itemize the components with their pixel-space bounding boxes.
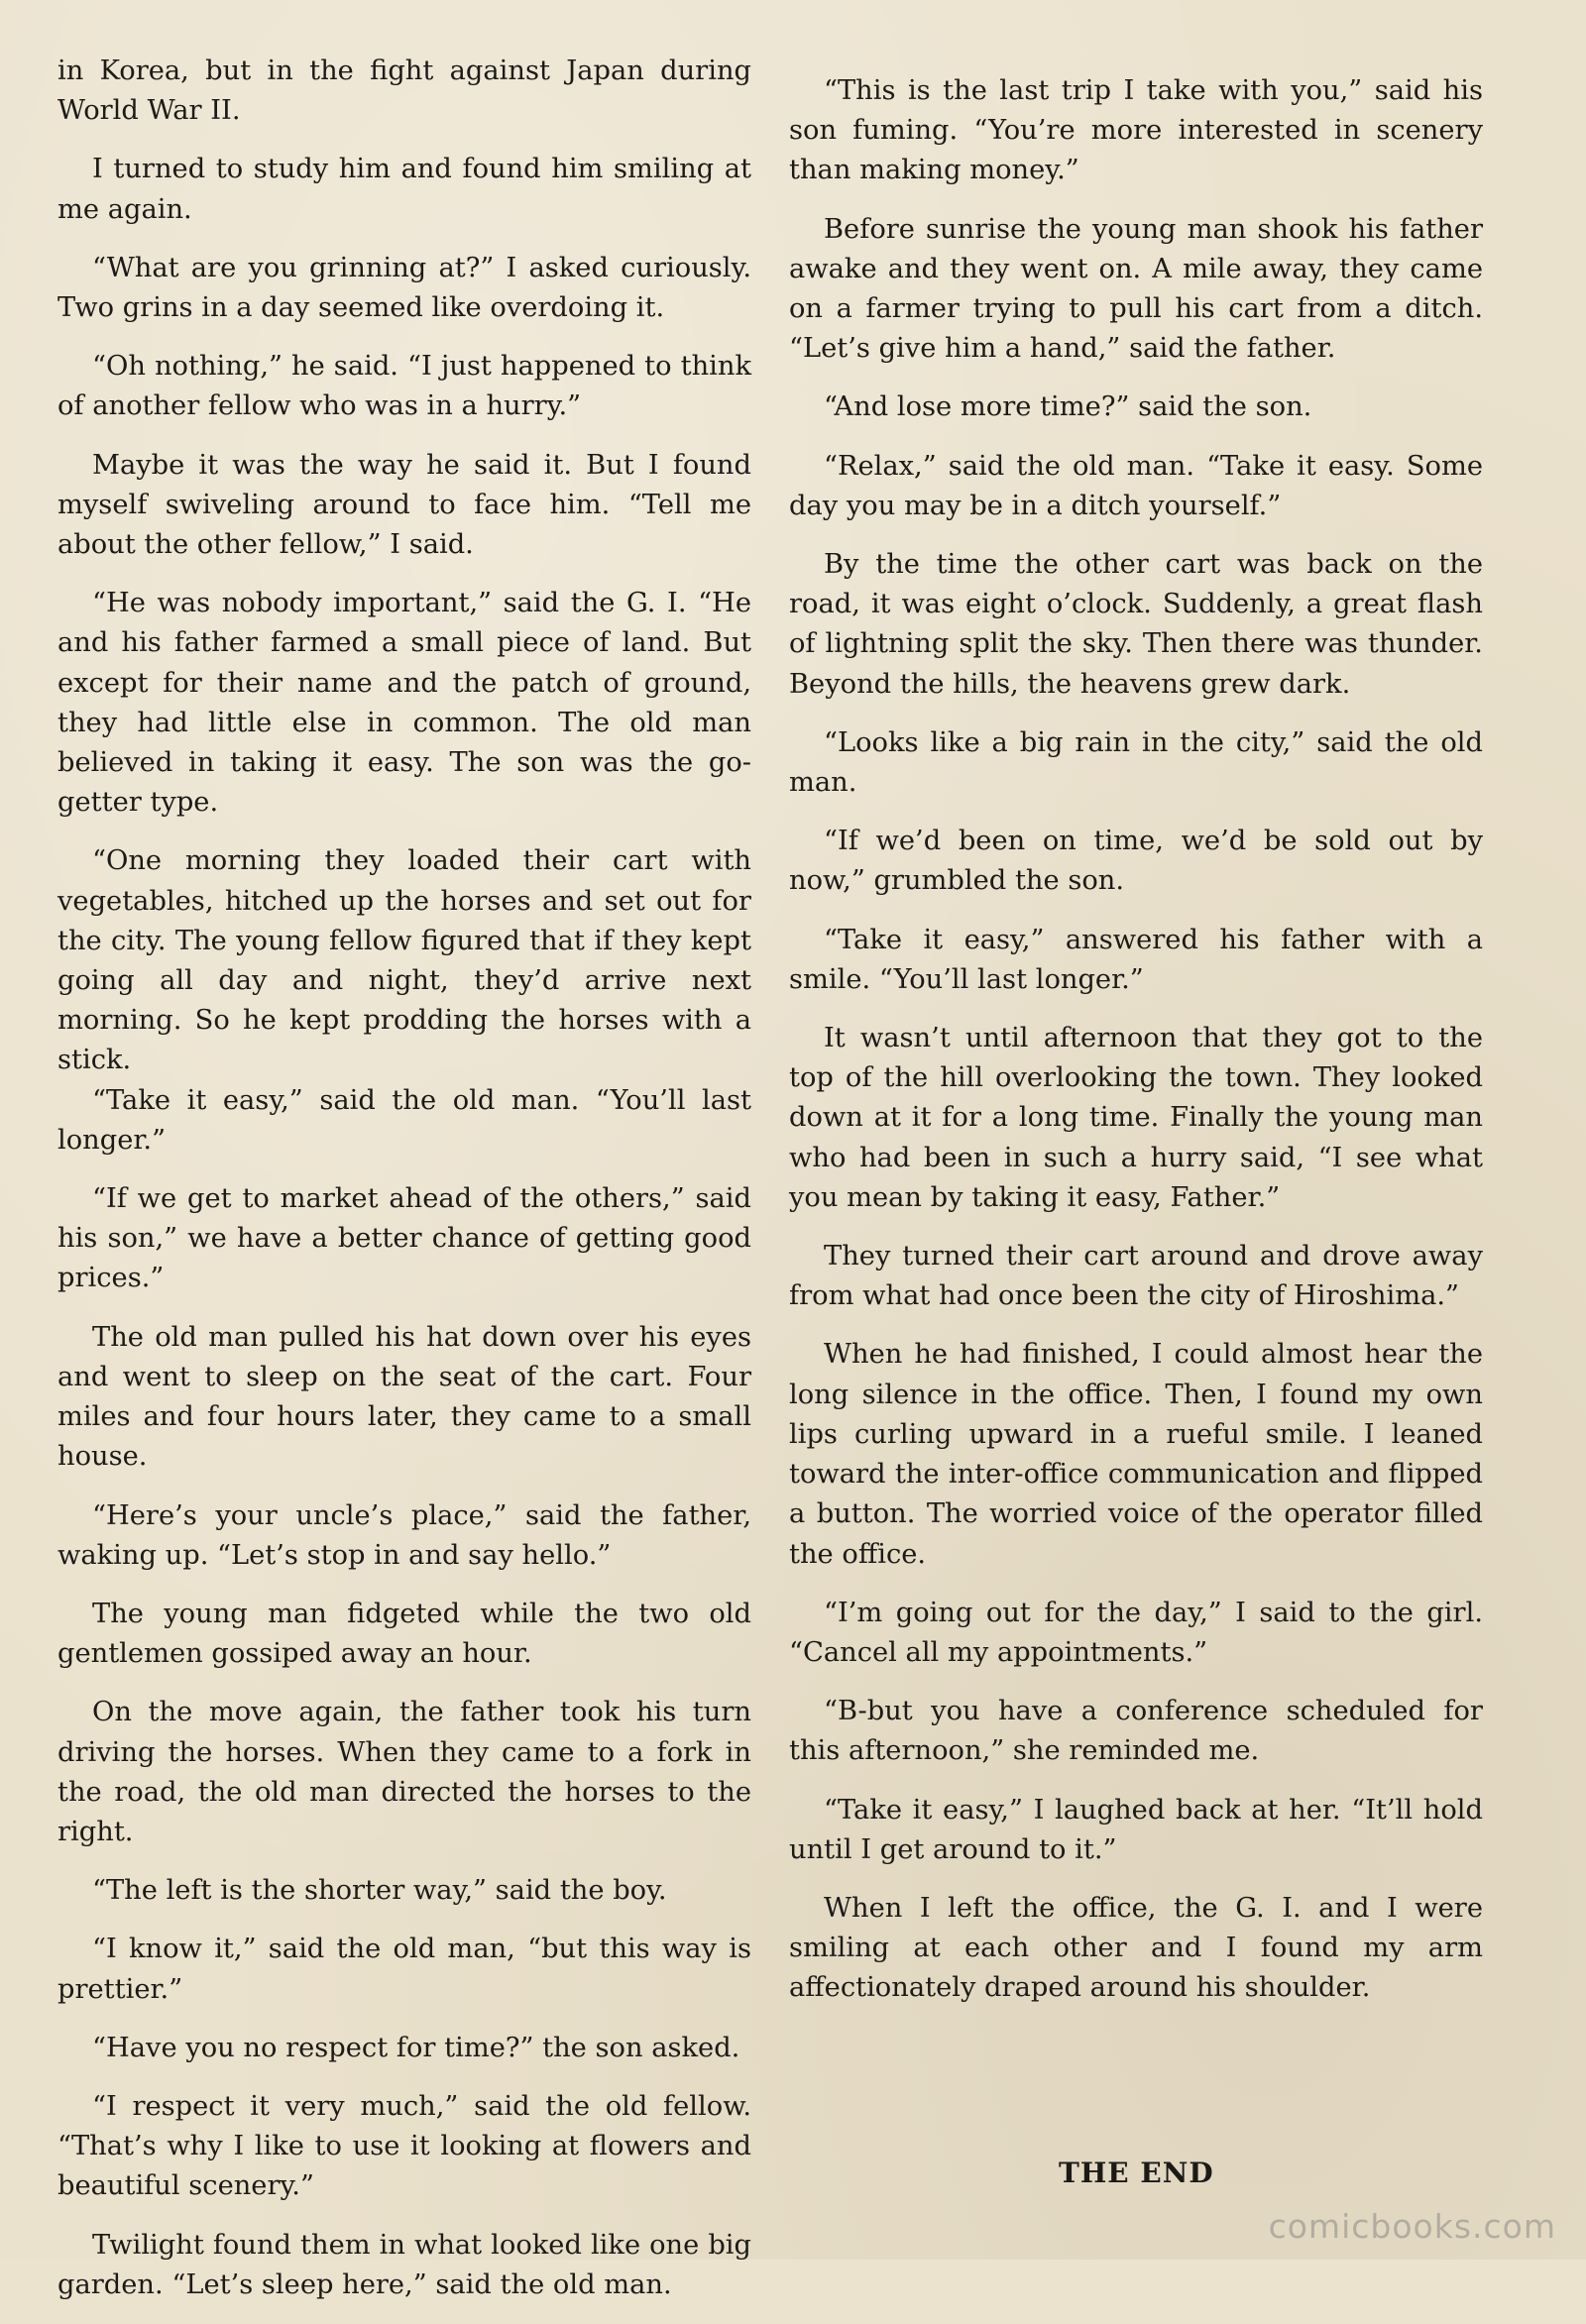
paragraph: “This is the last trip I take with you,” said his son fuming. “You’re more interested in scenery than making money.” [789, 75, 1483, 186]
paragraph: “The left is the shorter way,” said the boy. [92, 1875, 667, 1907]
paragraph: in Korea, but in the fight against Japan during World War II. [57, 55, 751, 127]
left-text-column [57, 52, 751, 2324]
paragraph: “I know it,” said the old man, “but this way is prettier.” [57, 1934, 751, 2005]
paragraph: When I left the office, the G. I. and I were smiling at each other and I found my arm affectionately draped around his shoulder. [789, 1892, 1483, 2004]
paragraph: “If we’d been on time, we’d be sold out by now,” grumbled the son. [789, 826, 1483, 897]
paragraph: “Have you no respect for time?” the son asked. [92, 2032, 740, 2063]
paragraph: “If we get to market ahead of the others,” said his son,” we have a better chance of getting good prices.” [57, 1183, 751, 1294]
paragraph: The old man pulled his hat down over his eyes and went to sleep on the seat of the cart. Four miles and four hours later, they came to a small house. [57, 1321, 751, 1473]
watermark: comicbooks.com [1268, 2207, 1556, 2246]
paragraph: Maybe it was the way he said it. But I found myself swiveling around to face him. “Tell me about the other fellow,” I said. [57, 449, 751, 561]
paragraph: “Relax,” said the old man. “Take it easy. Some day you may be in a ditch yourself.” [789, 450, 1483, 521]
paragraph: “And lose more time?” said the son. [824, 391, 1312, 423]
paragraph: Twilight found them in what looked like one big garden. “Let’s sleep here,” said the old man. [57, 2229, 751, 2300]
paragraph: “Here’s your uncle’s place,” said the father, waking up. “Let’s stop in and say hello.” [57, 1499, 751, 1571]
paragraph: “He was nobody important,” said the G. I. “He and his father farmed a small piece of land. But except for their name and the patch of ground, they had little else in common. The old man believed in taking it easy. The son was the go-getter type. [57, 588, 751, 819]
paragraph: They turned their cart around and drove away from what had once been the city of Hiroshima.” [789, 1241, 1483, 1312]
paragraph: The young man fidgeted while the two old gentlemen gossiped away an hour. [57, 1598, 751, 1670]
right-text-column [789, 71, 1483, 2028]
paragraph: “Take it easy,” said the old man. “You’ll last longer.” [57, 1084, 751, 1156]
paragraph: On the move again, the father took his turn driving the horses. When they came to a fork in the road, the old man directed the horses to the right. [57, 1697, 751, 1847]
paragraph: It wasn’t until afternoon that they got to the top of the hill overlooking the town. They looked down at it for a long time. Finally the young man who had been in such a hurry said, “I see what you mean by taking it easy, Father.” [789, 1023, 1483, 1213]
paragraph: I turned to study him and found him smiling at me again. [57, 154, 751, 225]
paragraph: “One morning they loaded their cart with vegetables, hitched up the horses and set out for the city. The young fellow figured that if they kept going all day and night, they’d arrive next morning. So he kept prodding the horses with a stick. [57, 845, 751, 1076]
paragraph: “Looks like a big rain in the city,” said the old man. [789, 726, 1483, 799]
paragraph: “What are you grinning at?” I asked curiously. Two grins in a day seemed like overdoing it. [57, 252, 751, 324]
paragraph: “I’m going out for the day,” I said to the girl. “Cancel all my appointments.” [789, 1597, 1483, 1668]
paragraph: Before sunrise the young man shook his father awake and they went on. A mile away, they came on a farmer trying to pull his cart from a ditch. “Let’s give him a hand,” said the father. [789, 213, 1483, 365]
paragraph: By the time the other cart was back on the road, it was eight o’clock. Suddenly, a great flash of lightning split the sky. Then there was thunder. Beyond the hills, the heavens grew dark. [789, 549, 1483, 700]
paragraph: When he had finished, I could almost hear the long silence in the office. Then, I found my own lips curling upward in a rueful smile. I leaned toward the inter-office communication and flipped a button. The worried voice of the operator filled the office. [789, 1339, 1483, 1570]
paragraph: “B-but you have a conference scheduled for this afternoon,” she reminded me. [789, 1696, 1483, 1767]
paragraph: “Take it easy,” answered his father with a smile. “You’ll last longer.” [789, 924, 1483, 995]
paragraph: “Oh nothing,” he said. “I just happened to think of another fellow who was in a hurry.” [57, 351, 751, 422]
the-end-label: THE END [1059, 2157, 1214, 2189]
paragraph: “Take it easy,” I laughed back at her. “It’ll hold until I get around to it.” [789, 1794, 1483, 1865]
paragraph: “I respect it very much,” said the old fellow. “That’s why I like to use it looking at flowers and beautiful scenery.” [57, 2090, 751, 2202]
